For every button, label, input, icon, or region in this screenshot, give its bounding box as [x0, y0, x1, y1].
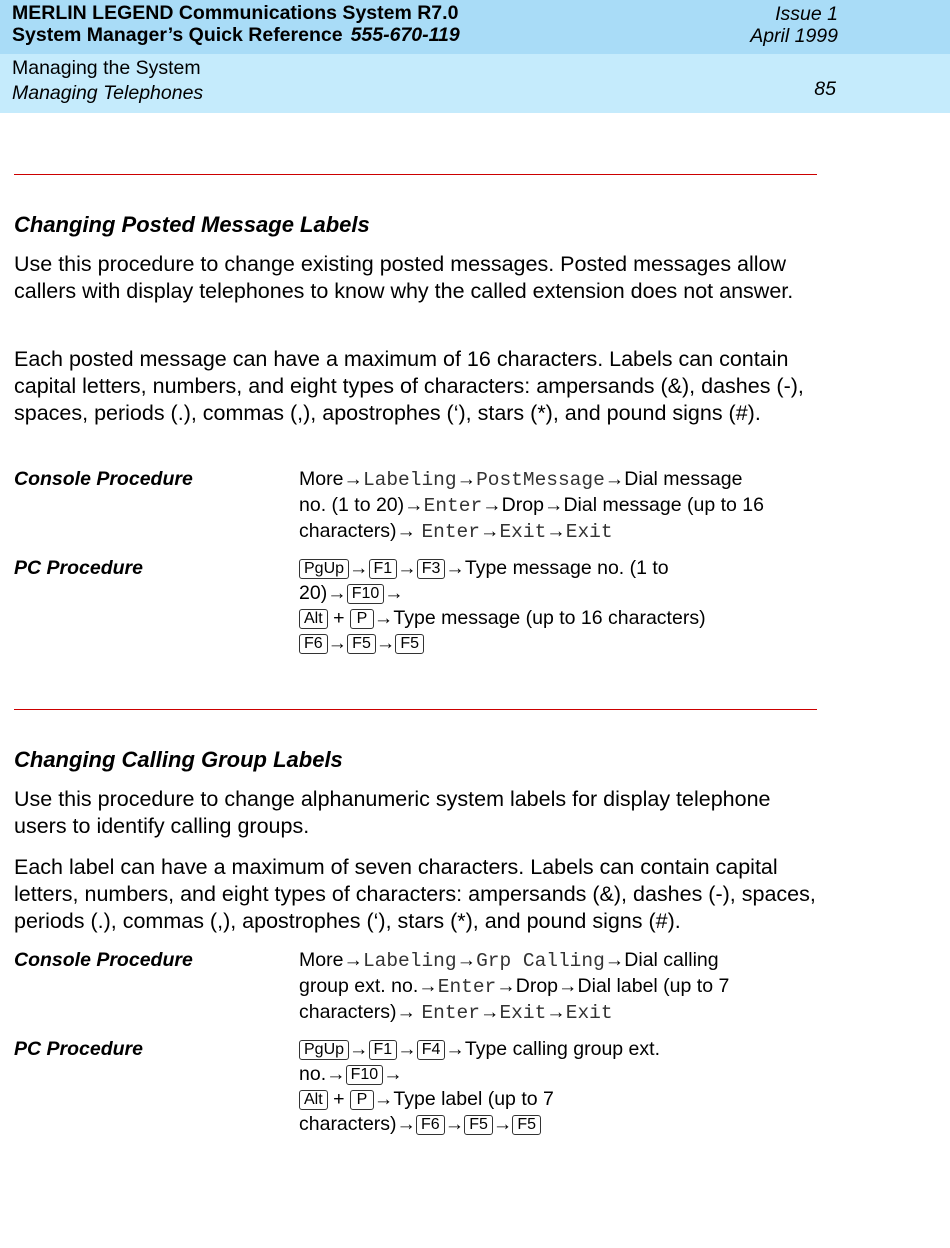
f4-key: F4 [417, 1040, 446, 1060]
f3-key: F3 [417, 559, 446, 579]
arrow-icon: → [397, 1038, 417, 1060]
arrow-icon: → [558, 975, 578, 997]
f5-key: F5 [512, 1115, 541, 1135]
step-text: no. (1 to 20) [299, 494, 405, 516]
section-divider [14, 174, 817, 175]
section-paragraph: Each label can have a maximum of seven characters. Labels can contain capital letters, numbers, and eight types of characters: ampersands (&), dashes (-), spaces, periods (.), commas (,), apostrophes (‘), stars (*), and pound signs (#). [14, 855, 816, 933]
f5-key: F5 [395, 634, 424, 654]
arrow-icon: → [456, 949, 477, 971]
doc-title: MERLIN LEGEND Communications System R7.0 [12, 2, 459, 24]
pc-procedure-label: PC Procedure [14, 557, 143, 579]
arrow-icon: → [343, 949, 363, 971]
header-band [0, 0, 950, 54]
display-label: Exit [565, 521, 613, 543]
step-text: group ext. no. [299, 975, 419, 997]
arrow-icon: → [383, 1063, 403, 1085]
display-label: Enter [437, 976, 497, 998]
arrow-icon: → [418, 975, 438, 997]
arrow-icon: → [343, 468, 363, 490]
section-paragraph: Use this procedure to change existing posted messages. Posted messages allow callers with display telephones to know why the called extension does not answer. [14, 252, 794, 303]
display-label: Enter [423, 495, 483, 517]
f1-key: F1 [369, 1040, 398, 1060]
arrow-icon: → [546, 1001, 566, 1023]
arrow-icon: → [543, 494, 564, 516]
arrow-icon: → [444, 1113, 465, 1135]
pgup-key: PgUp [299, 559, 349, 579]
arrow-icon: → [479, 520, 500, 542]
step-text: Type calling group ext. [464, 1038, 660, 1060]
arrow-icon: → [492, 1113, 513, 1135]
display-label: Labeling [362, 950, 457, 972]
arrow-icon: → [404, 494, 424, 516]
pgup-key: PgUp [299, 1040, 349, 1060]
step-text: no. [299, 1063, 327, 1085]
arrow-icon: → [604, 468, 625, 490]
step-text: More [299, 468, 344, 490]
arrow-icon: → [396, 1113, 417, 1135]
step-text: Drop [515, 975, 559, 997]
step-text: Type label (up to 7 [393, 1088, 554, 1110]
console-procedure-steps [299, 467, 764, 545]
display-label: Exit [499, 521, 547, 543]
arrow-icon: → [482, 494, 502, 516]
p-key: P [350, 609, 374, 629]
step-text: characters) [299, 1113, 397, 1135]
issue-date: April 1999 [750, 25, 838, 47]
alt-key: Alt [299, 1090, 328, 1110]
arrow-icon: → [373, 1088, 394, 1110]
f1-key: F1 [369, 559, 398, 579]
step-text: More [299, 949, 344, 971]
plus-sign: + [333, 1088, 345, 1110]
pc-procedure-steps [299, 556, 706, 656]
step-text: Dial message [624, 468, 743, 490]
arrow-icon: → [375, 632, 396, 654]
display-label: Exit [565, 1002, 613, 1024]
p-key: P [350, 1090, 374, 1110]
arrow-icon: → [456, 468, 477, 490]
plus-sign: + [333, 607, 345, 629]
display-label: Enter [421, 521, 480, 543]
doc-subtitle [12, 24, 460, 46]
arrow-icon: → [349, 1038, 369, 1060]
section-paragraph: Each posted message can have a maximum of 16 characters. Labels can contain capital letters, numbers, and eight types of characters: ampersands (&), dashes (-), spaces, periods (.), commas (,), apostrophes (‘), stars (*), and pound signs (#). [14, 347, 804, 425]
arrow-icon: → [349, 557, 369, 579]
arrow-icon: → [604, 949, 625, 971]
f5-key: F5 [464, 1115, 493, 1135]
f5-key: F5 [347, 634, 376, 654]
step-text: characters) [299, 520, 397, 542]
step-text: Type message (up to 16 characters) [393, 607, 706, 629]
step-text: 20) [299, 582, 328, 604]
f10-key: F10 [346, 1065, 384, 1085]
display-label: Exit [499, 1002, 547, 1024]
section-paragraph: Use this procedure to change alphanumeric system labels for display telephone users to identify calling groups. [14, 787, 771, 838]
arrow-icon: → [479, 1001, 500, 1023]
alt-key: Alt [299, 609, 328, 629]
display-label: PostMessage [476, 469, 605, 491]
step-text: Drop [501, 494, 544, 516]
section-divider [14, 709, 817, 710]
step-text: Type message no. (1 to [464, 557, 669, 579]
section-title: Changing Calling Group Labels [14, 747, 343, 772]
arrow-icon: → [396, 1001, 417, 1023]
arrow-icon: → [546, 520, 566, 542]
doc-subtitle-text: System Manager’s Quick Reference [12, 24, 343, 46]
f6-key: F6 [416, 1115, 445, 1135]
display-label: Grp Calling [476, 950, 605, 972]
arrow-icon: → [327, 582, 347, 604]
doc-number: 555-670-119 [350, 24, 460, 46]
arrow-icon: → [445, 1038, 465, 1060]
step-text: Dial message (up to 16 [563, 494, 764, 516]
f10-key: F10 [347, 584, 385, 604]
arrow-icon: → [397, 557, 417, 579]
arrow-icon: → [496, 975, 516, 997]
section-title: Changing Posted Message Labels [14, 212, 370, 237]
arrow-icon: → [326, 1063, 346, 1085]
arrow-icon: → [327, 632, 348, 654]
arrow-icon: → [445, 557, 465, 579]
issue-label: Issue 1 [775, 3, 838, 25]
page-number: 85 [814, 78, 836, 100]
pc-procedure-steps [299, 1037, 660, 1137]
section-band [0, 54, 950, 113]
step-text: characters) [299, 1001, 397, 1023]
console-procedure-label: Console Procedure [14, 949, 193, 971]
step-text: Dial label (up to 7 [577, 975, 730, 997]
pc-procedure-label: PC Procedure [14, 1038, 143, 1060]
display-label: Labeling [362, 469, 457, 491]
arrow-icon: → [396, 520, 417, 542]
display-label: Enter [421, 1002, 480, 1024]
arrow-icon: → [384, 582, 404, 604]
console-procedure-steps [299, 948, 729, 1026]
console-procedure-label: Console Procedure [14, 468, 193, 490]
arrow-icon: → [373, 607, 394, 629]
subsection-name: Managing Telephones [12, 82, 204, 104]
f6-key: F6 [299, 634, 328, 654]
step-text: Dial calling [624, 949, 719, 971]
section-name: Managing the System [12, 57, 201, 79]
